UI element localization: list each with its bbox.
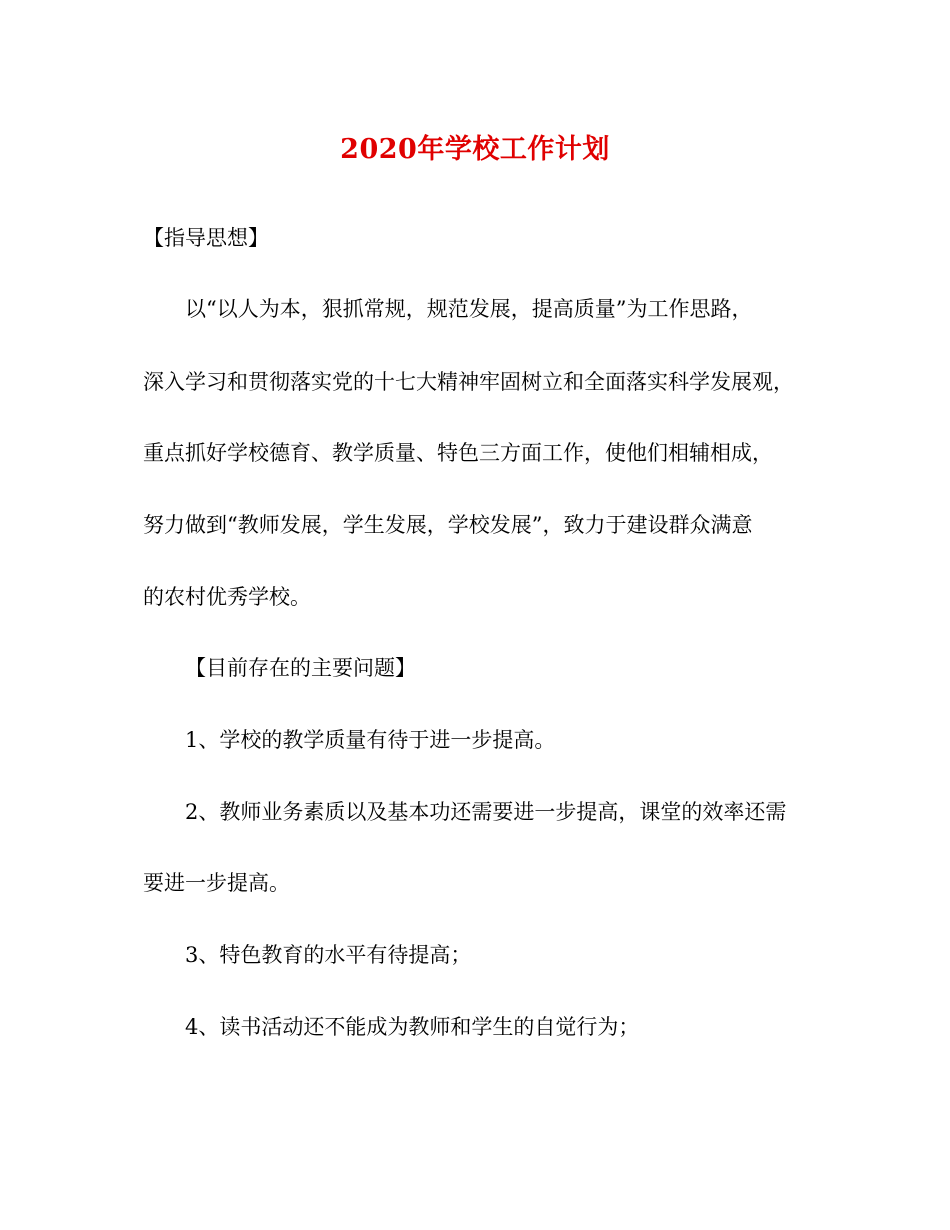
- heading-main-problems: 【目前存在的主要问题】: [185, 656, 416, 680]
- list-item: 4、读书活动还不能成为教师和学生的自觉行为；: [185, 1015, 640, 1039]
- list-item: 1、学校的教学质量有待于进一步提高。: [185, 728, 556, 752]
- list-item: 3、特色教育的水平有待提高；: [185, 943, 472, 967]
- list-item-continuation: 要进一步提高。: [143, 871, 290, 895]
- paragraph-line: 深入学习和贯彻落实党的十七大精神牢固树立和全面落实科学发展观，: [143, 370, 794, 394]
- list-item: 2、教师业务素质以及基本功还需要进一步提高，课堂的效率还需: [185, 800, 787, 824]
- heading-guiding-ideology: 【指导思想】: [143, 226, 269, 250]
- paragraph-line: 以“以人为本，狠抓常规，规范发展，提高质量”为工作思路，: [185, 297, 753, 321]
- paragraph-line: 重点抓好学校德育、教学质量、特色三方面工作，使他们相辅相成，: [143, 441, 773, 465]
- document-title: 2020年学校工作计划: [340, 134, 610, 165]
- paragraph-line: 努力做到“教师发展，学生发展，学校发展”，致力于建设群众满意: [143, 513, 753, 537]
- paragraph-line: 的农村优秀学校。: [143, 585, 311, 609]
